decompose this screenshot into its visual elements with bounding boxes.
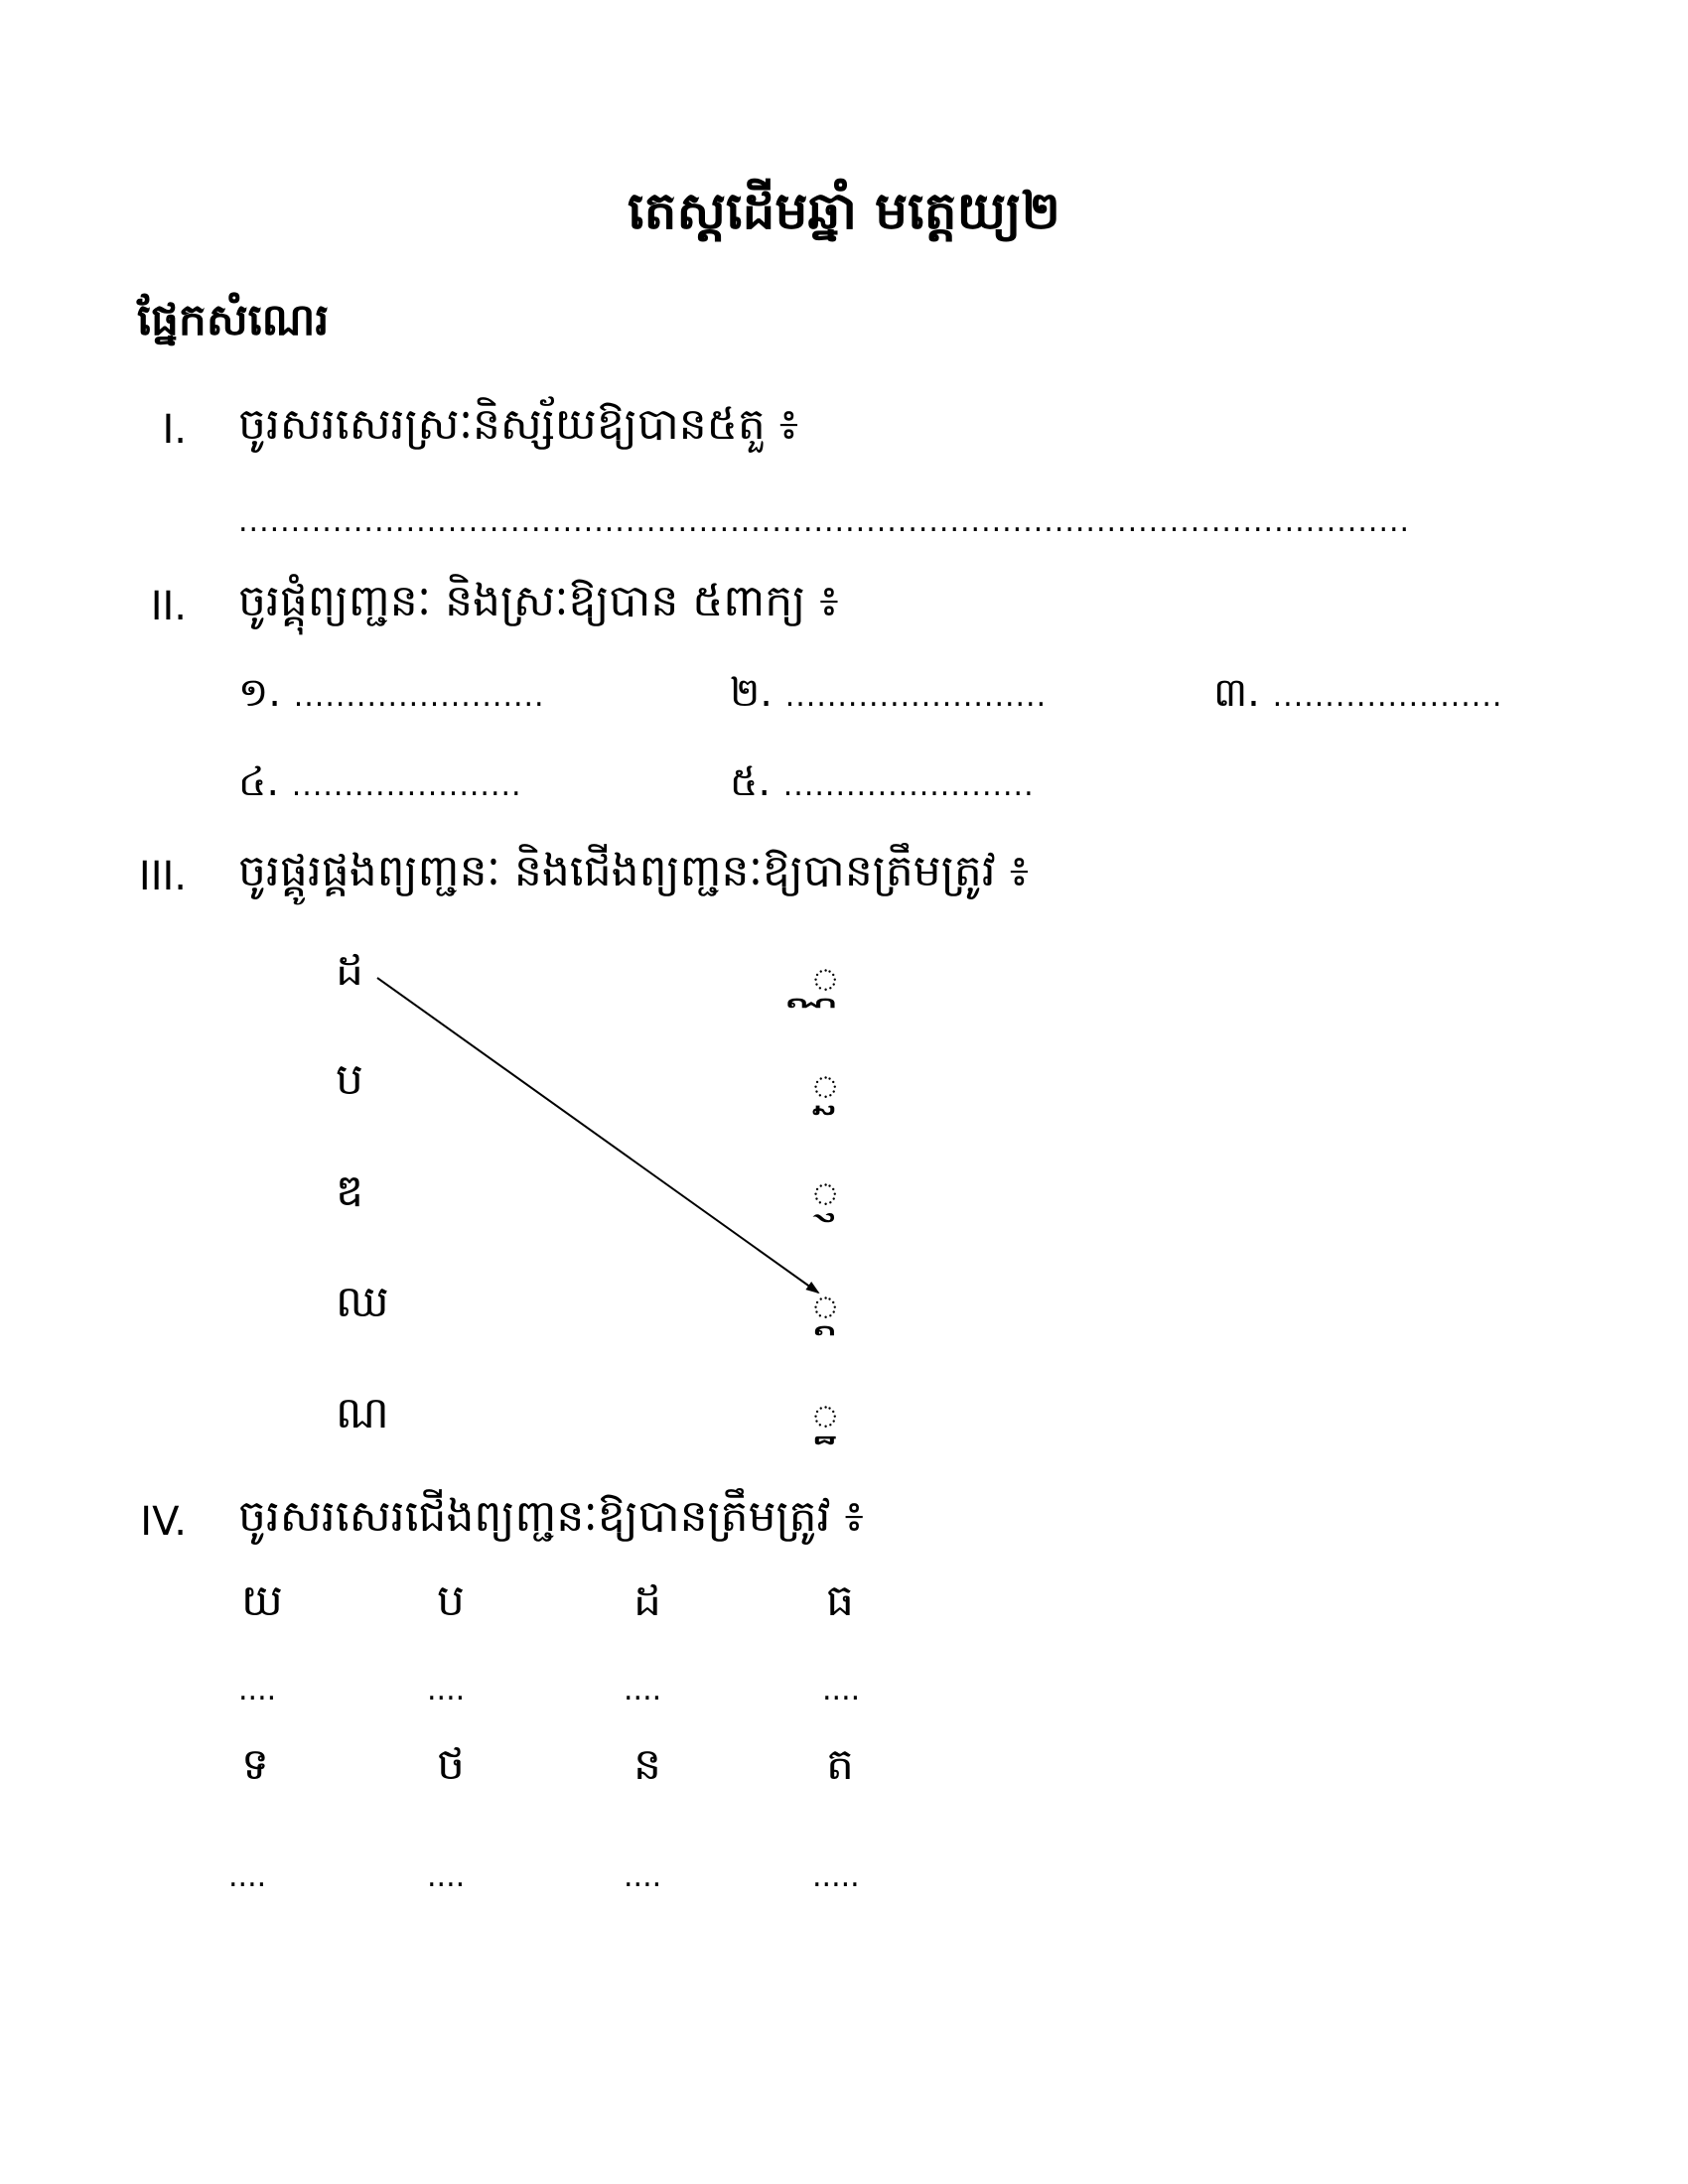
q4-consonant: ធ: [826, 1575, 854, 1626]
q4-consonant: ថ: [437, 1739, 465, 1790]
section-heading: ផ្នែកសំណេរ: [137, 295, 330, 345]
q4-consonant: យ: [241, 1575, 283, 1626]
q4-text: ចូរសរសេរជើងព្យញ្ជនៈឱ្យបានត្រឹមត្រូវ ៖: [238, 1491, 864, 1542]
blank-label: ២.: [730, 670, 773, 716]
blank-label: ៣.: [1213, 670, 1260, 716]
blank-dots: ......................: [291, 768, 522, 803]
q3-number: III.: [138, 854, 187, 899]
q4-consonant: ត: [826, 1739, 854, 1790]
q4-consonant: ន: [633, 1739, 661, 1790]
q4-consonant: ដ: [633, 1575, 661, 1626]
q4-consonant: ប: [437, 1575, 465, 1626]
blank-dots: ........................: [782, 768, 1035, 803]
match-right-2[interactable]: ◌្ឆ: [812, 1061, 839, 1115]
match-right-1[interactable]: ◌្ណ: [812, 954, 839, 1008]
blank-dots: ........................: [293, 679, 545, 714]
match-left-3[interactable]: ឌ: [336, 1165, 363, 1216]
q4-answer-blank[interactable]: ....: [427, 1859, 466, 1894]
match-left-5[interactable]: ណ: [336, 1388, 389, 1438]
q4-answer-blank[interactable]: ....: [427, 1673, 466, 1707]
q3-text: ចូរផ្គូរផ្គងព្យញ្ជនៈ និងជើងព្យញ្ជនៈឱ្យបានត្រឹមត្រូវ ៖: [238, 846, 1030, 896]
q4-answer-blank[interactable]: .....: [812, 1859, 860, 1894]
q2-text: ចូរផ្គុំព្យញ្ជនៈ និងស្រៈឱ្យបាន ៥ពាក្យ ៖: [238, 576, 839, 626]
blank-dots: ......................: [1272, 679, 1503, 714]
match-left-2[interactable]: ប: [336, 1054, 363, 1105]
q4-answer-blank[interactable]: ....: [238, 1673, 277, 1707]
q4-answer-blank[interactable]: ....: [624, 1673, 662, 1707]
q1-text: ចូរសរសេរស្រៈនិស្ស័យឱ្យបាន៥តួ ៖: [238, 399, 799, 450]
q4-number: IV.: [140, 1499, 187, 1545]
match-right-3[interactable]: ◌្ញ: [812, 1168, 839, 1222]
match-left-1[interactable]: ដ: [336, 945, 363, 996]
blank-dots: .........................: [784, 679, 1048, 714]
blank-label: ១.: [238, 670, 281, 716]
q2-number: II.: [150, 584, 187, 629]
example-match-arrow: [377, 978, 818, 1293]
match-right-5[interactable]: ◌្ឋ: [812, 1391, 839, 1444]
q4-answer-blank[interactable]: ....: [624, 1859, 662, 1894]
q4-answer-blank[interactable]: ....: [228, 1859, 267, 1894]
q4-consonant: ទ: [241, 1739, 269, 1790]
q4-answer-blank[interactable]: ....: [822, 1673, 861, 1707]
match-left-4[interactable]: ឈ: [336, 1277, 389, 1327]
blank-label: ៥.: [730, 759, 772, 805]
q1-number: I.: [162, 407, 187, 453]
blank-label: ៤.: [238, 759, 280, 805]
page-title: តេស្តដើមឆ្នាំ មត្តេយ្យ២: [627, 182, 1061, 241]
q1-answer-line[interactable]: ................................................................................................................: [238, 504, 1411, 539]
match-right-4[interactable]: ◌្ដ: [812, 1282, 839, 1335]
